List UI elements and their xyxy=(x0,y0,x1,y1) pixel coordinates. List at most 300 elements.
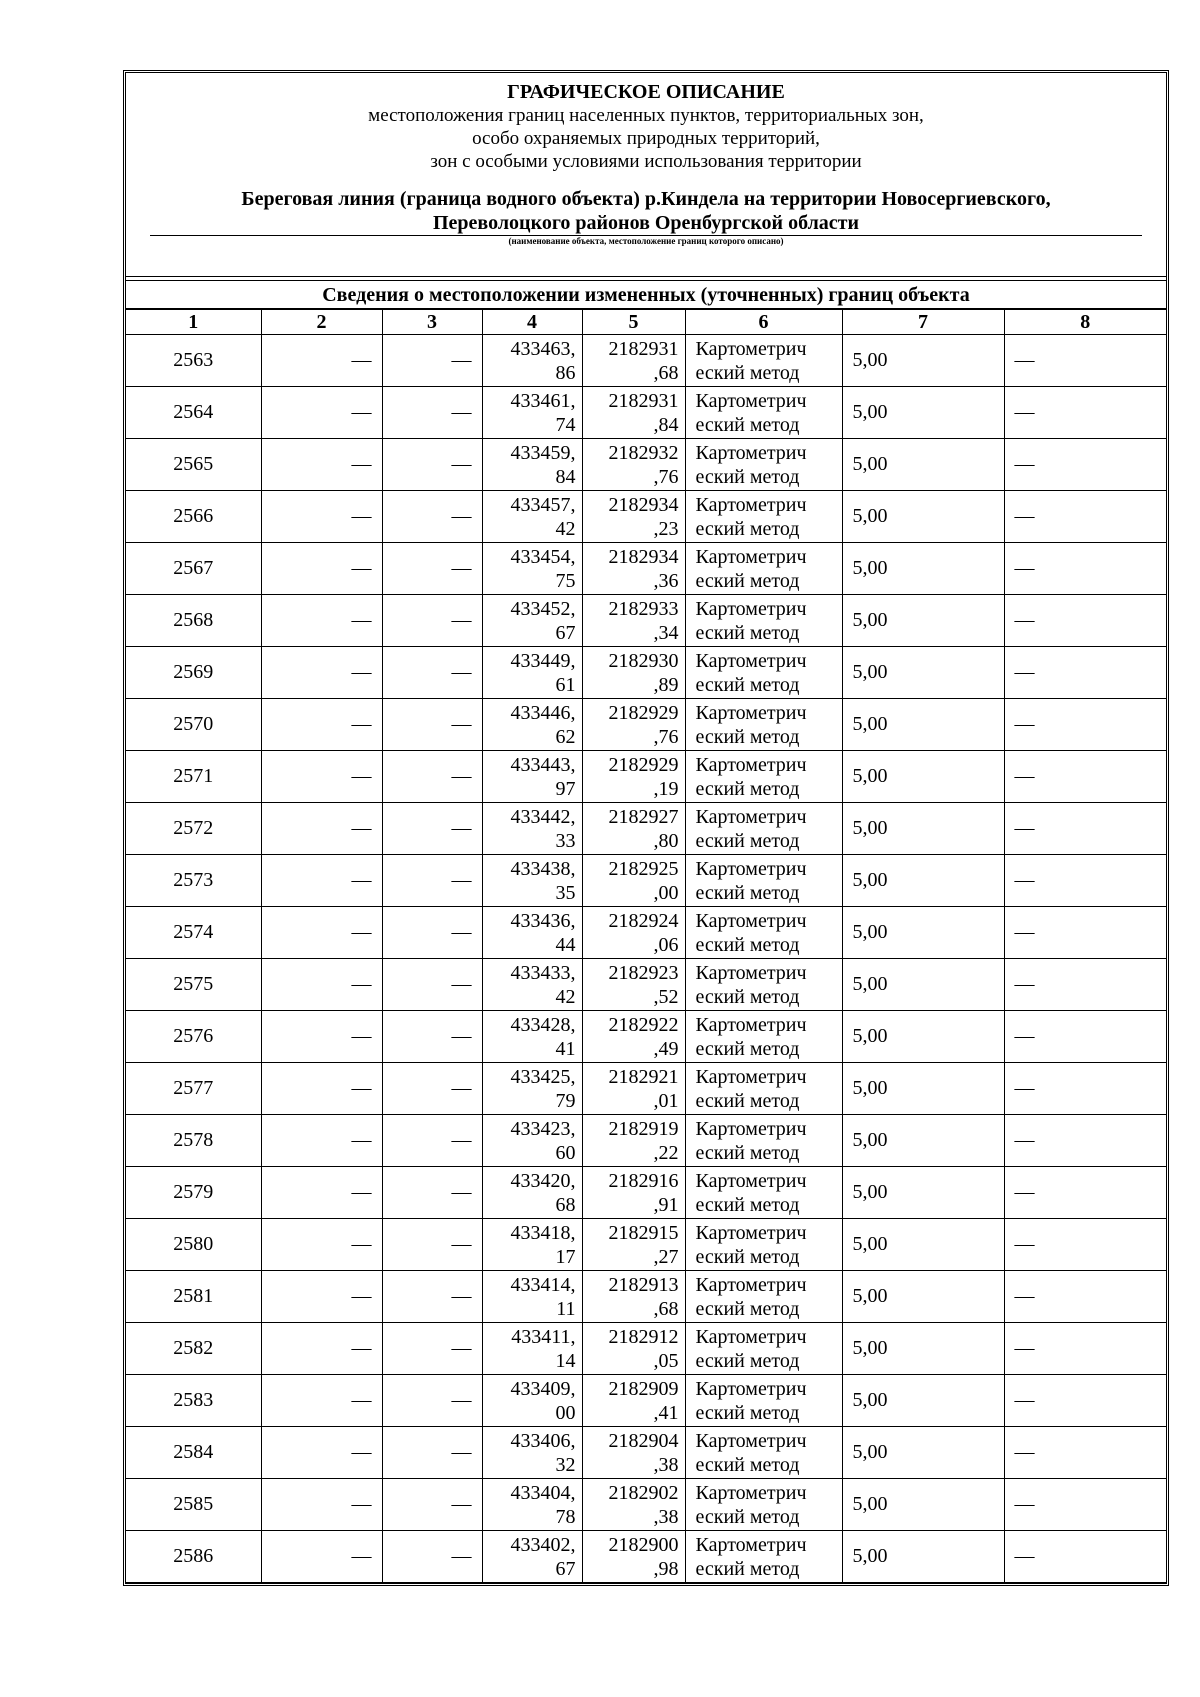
x-coordinate-cell xyxy=(482,1115,582,1167)
y-coordinate-cell-line: ,22 xyxy=(653,1141,679,1164)
y-coordinate-cell xyxy=(582,699,685,751)
point-number-cell: 2568 xyxy=(126,595,261,647)
point-number-cell: 2569 xyxy=(126,647,261,699)
method-cell-line: Картометрич xyxy=(695,649,807,672)
y-coordinate-cell xyxy=(582,1531,685,1583)
accuracy-cell: 5,00 xyxy=(842,1115,1004,1167)
y-coordinate-cell xyxy=(582,595,685,647)
y-coordinate-cell-line: ,38 xyxy=(653,1505,679,1528)
x-coordinate-cell xyxy=(482,595,582,647)
table-row xyxy=(126,1375,1166,1427)
x-coordinate-cell-line: 433402, xyxy=(510,1533,576,1556)
x-coordinate-cell-line: 433446, xyxy=(510,701,576,724)
x-coordinate-cell xyxy=(482,1375,582,1427)
method-cell-line: еский метод xyxy=(695,465,800,488)
column-8-cell: — xyxy=(1004,699,1166,751)
y-coordinate-cell-line: 2182916 xyxy=(608,1169,679,1192)
column-header: 3 xyxy=(382,310,482,335)
column-header: 8 xyxy=(1004,310,1166,335)
y-coordinate-cell xyxy=(582,803,685,855)
point-number-cell: 2573 xyxy=(126,855,261,907)
x-coordinate-cell-line: 11 xyxy=(556,1297,576,1320)
column-8-cell: — xyxy=(1004,959,1166,1011)
method-cell xyxy=(685,1427,842,1479)
method-cell-line: Картометрич xyxy=(695,337,807,360)
x-coordinate-cell xyxy=(482,647,582,699)
x-coordinate-cell xyxy=(482,1011,582,1063)
accuracy-cell: 5,00 xyxy=(842,1427,1004,1479)
y-coordinate-cell xyxy=(582,1011,685,1063)
accuracy-cell: 5,00 xyxy=(842,1011,1004,1063)
column-2-cell: — xyxy=(261,1479,382,1531)
method-cell-line: Картометрич xyxy=(695,1117,807,1140)
column-8-cell: — xyxy=(1004,1323,1166,1375)
x-coordinate-cell-line: 00 xyxy=(555,1401,576,1424)
y-coordinate-cell xyxy=(582,1427,685,1479)
table-row xyxy=(126,1115,1166,1167)
method-cell-line: еский метод xyxy=(695,517,800,540)
x-coordinate-cell-line: 33 xyxy=(555,829,576,852)
column-3-cell: — xyxy=(382,439,482,491)
method-cell-line: еский метод xyxy=(695,829,800,852)
y-coordinate-cell-line: 2182902 xyxy=(608,1481,679,1504)
method-cell-line: Картометрич xyxy=(695,701,807,724)
y-coordinate-cell xyxy=(582,959,685,1011)
y-coordinate-cell-line: 2182922 xyxy=(608,1013,679,1036)
column-2-cell: — xyxy=(261,1115,382,1167)
x-coordinate-cell xyxy=(482,1427,582,1479)
method-cell xyxy=(685,1479,842,1531)
y-coordinate-cell-line: 2182929 xyxy=(608,701,679,724)
y-coordinate-cell-line: 2182924 xyxy=(608,909,679,932)
x-coordinate-cell-line: 433457, xyxy=(510,493,576,516)
x-coordinate-cell-line: 97 xyxy=(555,777,576,800)
y-coordinate-cell-line: ,49 xyxy=(653,1037,679,1060)
x-coordinate-cell xyxy=(482,387,582,439)
x-coordinate-cell-line: 433418, xyxy=(510,1221,576,1244)
method-cell-line: Картометрич xyxy=(695,1013,807,1036)
column-3-cell: — xyxy=(382,1115,482,1167)
x-coordinate-cell-line: 433433, xyxy=(510,961,576,984)
x-coordinate-cell xyxy=(482,959,582,1011)
method-cell-line: Картометрич xyxy=(695,597,807,620)
subtitle-line: местоположения границ населенных пунктов, территориальных зон, xyxy=(368,105,924,126)
method-cell-line: еский метод xyxy=(695,1037,800,1060)
method-cell xyxy=(685,699,842,751)
table-header-row xyxy=(126,310,1166,335)
y-coordinate-cell-line: ,68 xyxy=(653,1297,679,1320)
x-coordinate-cell-line: 433406, xyxy=(510,1429,576,1452)
column-2-cell: — xyxy=(261,335,382,387)
y-coordinate-cell xyxy=(582,907,685,959)
x-coordinate-cell-line: 42 xyxy=(555,517,576,540)
x-coordinate-cell-line: 14 xyxy=(555,1349,576,1372)
x-coordinate-cell-line: 35 xyxy=(555,881,576,904)
y-coordinate-cell-line: 2182931 xyxy=(608,389,679,412)
method-cell-line: Картометрич xyxy=(695,1429,807,1452)
column-8-cell: — xyxy=(1004,751,1166,803)
table-row xyxy=(126,1063,1166,1115)
y-coordinate-cell-line: ,80 xyxy=(653,829,679,852)
x-coordinate-cell-line: 433428, xyxy=(510,1013,576,1036)
y-coordinate-cell xyxy=(582,1323,685,1375)
column-3-cell: — xyxy=(382,803,482,855)
column-8-cell: — xyxy=(1004,1115,1166,1167)
x-coordinate-cell-line: 32 xyxy=(555,1453,576,1476)
column-3-cell: — xyxy=(382,699,482,751)
method-cell-line: еский метод xyxy=(695,621,800,644)
accuracy-cell: 5,00 xyxy=(842,803,1004,855)
method-cell-line: Картометрич xyxy=(695,805,807,828)
column-2-cell: — xyxy=(261,1531,382,1583)
x-coordinate-cell-line: 433411, xyxy=(511,1325,576,1348)
table-body xyxy=(126,335,1166,1583)
y-coordinate-cell xyxy=(582,1479,685,1531)
method-cell-line: Картометрич xyxy=(695,753,807,776)
column-header: 6 xyxy=(685,310,842,335)
x-coordinate-cell-line: 433459, xyxy=(510,441,576,464)
column-2-cell: — xyxy=(261,595,382,647)
accuracy-cell: 5,00 xyxy=(842,439,1004,491)
method-cell-line: еский метод xyxy=(695,1141,800,1164)
column-3-cell: — xyxy=(382,1323,482,1375)
x-coordinate-cell xyxy=(482,1323,582,1375)
method-cell xyxy=(685,959,842,1011)
y-coordinate-cell-line: ,76 xyxy=(653,465,679,488)
y-coordinate-cell-line: 2182932 xyxy=(608,441,679,464)
y-coordinate-cell-line: ,91 xyxy=(653,1193,679,1216)
section-title: Сведения о местоположении измененных (уточненных) границ объекта xyxy=(126,280,1166,309)
y-coordinate-cell xyxy=(582,647,685,699)
table-row xyxy=(126,855,1166,907)
point-number-cell: 2583 xyxy=(126,1375,261,1427)
accuracy-cell: 5,00 xyxy=(842,1479,1004,1531)
column-2-cell: — xyxy=(261,1427,382,1479)
table-row xyxy=(126,1323,1166,1375)
accuracy-cell: 5,00 xyxy=(842,543,1004,595)
column-2-cell: — xyxy=(261,1167,382,1219)
x-coordinate-cell-line: 433420, xyxy=(510,1169,576,1192)
y-coordinate-cell-line: 2182923 xyxy=(608,961,679,984)
x-coordinate-cell-line: 433449, xyxy=(510,649,576,672)
x-coordinate-cell-line: 433463, xyxy=(510,337,576,360)
column-header: 5 xyxy=(582,310,685,335)
x-coordinate-cell xyxy=(482,335,582,387)
column-header: 2 xyxy=(261,310,382,335)
column-header: 7 xyxy=(842,310,1004,335)
column-3-cell: — xyxy=(382,751,482,803)
table-row xyxy=(126,1531,1166,1583)
object-name-line: Переволоцкого районов Оренбургской области xyxy=(432,212,860,234)
y-coordinate-cell-line: ,01 xyxy=(653,1089,679,1112)
column-3-cell: — xyxy=(382,647,482,699)
x-coordinate-cell-line: 433414, xyxy=(510,1273,576,1296)
method-cell xyxy=(685,1531,842,1583)
table-row xyxy=(126,751,1166,803)
column-8-cell: — xyxy=(1004,1427,1166,1479)
table-row xyxy=(126,1427,1166,1479)
method-cell-line: Картометрич xyxy=(695,389,807,412)
point-number-cell: 2576 xyxy=(126,1011,261,1063)
column-8-cell: — xyxy=(1004,1531,1166,1583)
y-coordinate-cell-line: 2182929 xyxy=(608,753,679,776)
accuracy-cell: 5,00 xyxy=(842,1219,1004,1271)
accuracy-cell: 5,00 xyxy=(842,907,1004,959)
table-row xyxy=(126,491,1166,543)
y-coordinate-cell-line: ,84 xyxy=(653,413,679,436)
subtitle-line: зон с особыми условиями использования территории xyxy=(430,151,862,172)
y-coordinate-cell-line: 2182925 xyxy=(608,857,679,880)
column-2-cell: — xyxy=(261,751,382,803)
x-coordinate-cell-line: 433404, xyxy=(510,1481,576,1504)
column-header: 1 xyxy=(126,310,261,335)
method-cell-line: еский метод xyxy=(695,1193,800,1216)
column-8-cell: — xyxy=(1004,803,1166,855)
method-cell-line: еский метод xyxy=(695,361,800,384)
x-coordinate-cell-line: 61 xyxy=(555,673,576,696)
method-cell xyxy=(685,803,842,855)
y-coordinate-cell-line: 2182912 xyxy=(608,1325,679,1348)
x-coordinate-cell-line: 433409, xyxy=(510,1377,576,1400)
point-number-cell: 2575 xyxy=(126,959,261,1011)
point-number-cell: 2565 xyxy=(126,439,261,491)
object-name-caption: (наименование объекта, местоположение границ которого описано) xyxy=(508,236,784,246)
y-coordinate-cell xyxy=(582,1063,685,1115)
object-name-line: Береговая линия (граница водного объекта) р.Киндела на территории Новосергиевского, xyxy=(241,188,1051,210)
method-cell-line: еский метод xyxy=(695,933,800,956)
column-8-cell: — xyxy=(1004,1271,1166,1323)
table-row xyxy=(126,1479,1166,1531)
x-coordinate-cell xyxy=(482,1271,582,1323)
x-coordinate-cell xyxy=(482,803,582,855)
x-coordinate-cell xyxy=(482,751,582,803)
y-coordinate-cell-line: 2182931 xyxy=(608,337,679,360)
method-cell xyxy=(685,1167,842,1219)
document-frame xyxy=(123,70,1169,1586)
y-coordinate-cell xyxy=(582,1115,685,1167)
column-2-cell: — xyxy=(261,439,382,491)
x-coordinate-cell-line: 433436, xyxy=(510,909,576,932)
y-coordinate-cell-line: ,98 xyxy=(653,1557,679,1580)
y-coordinate-cell xyxy=(582,491,685,543)
column-8-cell: — xyxy=(1004,1219,1166,1271)
point-number-cell: 2580 xyxy=(126,1219,261,1271)
point-number-cell: 2582 xyxy=(126,1323,261,1375)
table-row xyxy=(126,595,1166,647)
column-8-cell: — xyxy=(1004,439,1166,491)
method-cell-line: еский метод xyxy=(695,1453,800,1476)
method-cell-line: еский метод xyxy=(695,725,800,748)
x-coordinate-cell-line: 62 xyxy=(555,725,576,748)
y-coordinate-cell-line: ,68 xyxy=(653,361,679,384)
method-cell xyxy=(685,1115,842,1167)
point-number-cell: 2567 xyxy=(126,543,261,595)
y-coordinate-cell xyxy=(582,1271,685,1323)
method-cell-line: Картометрич xyxy=(695,441,807,464)
y-coordinate-cell-line: 2182909 xyxy=(608,1377,679,1400)
point-number-cell: 2564 xyxy=(126,387,261,439)
method-cell-line: Картометрич xyxy=(695,1065,807,1088)
accuracy-cell: 5,00 xyxy=(842,647,1004,699)
x-coordinate-cell-line: 433442, xyxy=(510,805,576,828)
column-3-cell: — xyxy=(382,1479,482,1531)
method-cell-line: еский метод xyxy=(695,413,800,436)
point-number-cell: 2577 xyxy=(126,1063,261,1115)
y-coordinate-cell-line: ,34 xyxy=(653,621,679,644)
table-row xyxy=(126,1219,1166,1271)
column-2-cell: — xyxy=(261,855,382,907)
table-row xyxy=(126,907,1166,959)
y-coordinate-cell-line: ,00 xyxy=(653,881,679,904)
x-coordinate-cell xyxy=(482,1531,582,1583)
x-coordinate-cell-line: 433438, xyxy=(510,857,576,880)
column-2-cell: — xyxy=(261,1063,382,1115)
y-coordinate-cell-line: ,41 xyxy=(653,1401,679,1424)
point-number-cell: 2585 xyxy=(126,1479,261,1531)
column-2-cell: — xyxy=(261,647,382,699)
x-coordinate-cell-line: 42 xyxy=(555,985,576,1008)
method-cell xyxy=(685,1011,842,1063)
method-cell-line: еский метод xyxy=(695,1297,800,1320)
y-coordinate-cell-line: 2182927 xyxy=(608,805,679,828)
method-cell-line: Картометрич xyxy=(695,909,807,932)
x-coordinate-cell-line: 433423, xyxy=(510,1117,576,1140)
column-3-cell: — xyxy=(382,543,482,595)
table-row xyxy=(126,959,1166,1011)
y-coordinate-cell-line: 2182913 xyxy=(608,1273,679,1296)
method-cell-line: еский метод xyxy=(695,777,800,800)
column-3-cell: — xyxy=(382,1167,482,1219)
y-coordinate-cell-line: ,76 xyxy=(653,725,679,748)
x-coordinate-cell xyxy=(482,1479,582,1531)
method-cell xyxy=(685,387,842,439)
column-3-cell: — xyxy=(382,1427,482,1479)
column-header: 4 xyxy=(482,310,582,335)
x-coordinate-cell xyxy=(482,1063,582,1115)
method-cell xyxy=(685,907,842,959)
method-cell xyxy=(685,1375,842,1427)
table-row xyxy=(126,543,1166,595)
method-cell-line: Картометрич xyxy=(695,1221,807,1244)
x-coordinate-cell xyxy=(482,439,582,491)
column-8-cell: — xyxy=(1004,491,1166,543)
method-cell xyxy=(685,1323,842,1375)
x-coordinate-cell-line: 86 xyxy=(555,361,576,384)
method-cell-line: еский метод xyxy=(695,569,800,592)
y-coordinate-cell-line: 2182930 xyxy=(608,649,679,672)
column-3-cell: — xyxy=(382,855,482,907)
point-number-cell: 2570 xyxy=(126,699,261,751)
column-2-cell: — xyxy=(261,1219,382,1271)
method-cell-line: еский метод xyxy=(695,1557,800,1580)
method-cell xyxy=(685,1063,842,1115)
y-coordinate-cell xyxy=(582,543,685,595)
method-cell-line: Картометрич xyxy=(695,857,807,880)
method-cell-line: еский метод xyxy=(695,1401,800,1424)
method-cell xyxy=(685,647,842,699)
x-coordinate-cell-line: 79 xyxy=(555,1089,576,1112)
y-coordinate-cell xyxy=(582,751,685,803)
method-cell-line: Картометрич xyxy=(695,545,807,568)
method-cell-line: еский метод xyxy=(695,985,800,1008)
table-row xyxy=(126,699,1166,751)
accuracy-cell: 5,00 xyxy=(842,959,1004,1011)
coordinates-table xyxy=(126,309,1166,1583)
accuracy-cell: 5,00 xyxy=(842,1323,1004,1375)
y-coordinate-cell-line: ,36 xyxy=(653,569,679,592)
column-3-cell: — xyxy=(382,595,482,647)
method-cell-line: Картометрич xyxy=(695,1533,807,1556)
x-coordinate-cell-line: 41 xyxy=(555,1037,576,1060)
y-coordinate-cell-line: 2182934 xyxy=(608,493,679,516)
y-coordinate-cell-line: 2182934 xyxy=(608,545,679,568)
y-coordinate-cell-line: ,06 xyxy=(653,933,679,956)
column-8-cell: — xyxy=(1004,1167,1166,1219)
x-coordinate-cell-line: 433461, xyxy=(510,389,576,412)
method-cell-line: еский метод xyxy=(695,881,800,904)
column-3-cell: — xyxy=(382,1011,482,1063)
point-number-cell: 2581 xyxy=(126,1271,261,1323)
column-2-cell: — xyxy=(261,1323,382,1375)
method-cell xyxy=(685,855,842,907)
x-coordinate-cell-line: 60 xyxy=(555,1141,576,1164)
y-coordinate-cell-line: 2182915 xyxy=(608,1221,679,1244)
column-8-cell: — xyxy=(1004,1479,1166,1531)
column-8-cell: — xyxy=(1004,335,1166,387)
column-2-cell: — xyxy=(261,959,382,1011)
column-2-cell: — xyxy=(261,543,382,595)
column-8-cell: — xyxy=(1004,595,1166,647)
y-coordinate-cell-line: ,38 xyxy=(653,1453,679,1476)
x-coordinate-cell-line: 78 xyxy=(555,1505,576,1528)
x-coordinate-cell-line: 433443, xyxy=(510,753,576,776)
y-coordinate-cell xyxy=(582,1375,685,1427)
x-coordinate-cell-line: 433425, xyxy=(510,1065,576,1088)
method-cell-line: Картометрич xyxy=(695,1325,807,1348)
x-coordinate-cell xyxy=(482,855,582,907)
y-coordinate-cell-line: 2182921 xyxy=(608,1065,679,1088)
accuracy-cell: 5,00 xyxy=(842,751,1004,803)
x-coordinate-cell xyxy=(482,1219,582,1271)
column-3-cell: — xyxy=(382,1271,482,1323)
column-2-cell: — xyxy=(261,699,382,751)
accuracy-cell: 5,00 xyxy=(842,387,1004,439)
point-number-cell: 2563 xyxy=(126,335,261,387)
y-coordinate-cell xyxy=(582,1219,685,1271)
y-coordinate-cell-line: 2182933 xyxy=(608,597,679,620)
method-cell-line: еский метод xyxy=(695,1505,800,1528)
table-row xyxy=(126,1271,1166,1323)
accuracy-cell: 5,00 xyxy=(842,1063,1004,1115)
column-2-cell: — xyxy=(261,907,382,959)
accuracy-cell: 5,00 xyxy=(842,1271,1004,1323)
column-8-cell: — xyxy=(1004,1011,1166,1063)
y-coordinate-cell-line: ,23 xyxy=(653,517,679,540)
y-coordinate-cell-line: ,89 xyxy=(653,673,679,696)
method-cell-line: еский метод xyxy=(695,673,800,696)
column-3-cell: — xyxy=(382,907,482,959)
y-coordinate-cell xyxy=(582,439,685,491)
point-number-cell: 2571 xyxy=(126,751,261,803)
method-cell xyxy=(685,1271,842,1323)
column-3-cell: — xyxy=(382,491,482,543)
column-2-cell: — xyxy=(261,803,382,855)
document-title: ГРАФИЧЕСКОЕ ОПИСАНИЕ xyxy=(507,81,785,103)
y-coordinate-cell-line: ,05 xyxy=(653,1349,679,1372)
accuracy-cell: 5,00 xyxy=(842,855,1004,907)
x-coordinate-cell xyxy=(482,1167,582,1219)
accuracy-cell: 5,00 xyxy=(842,595,1004,647)
